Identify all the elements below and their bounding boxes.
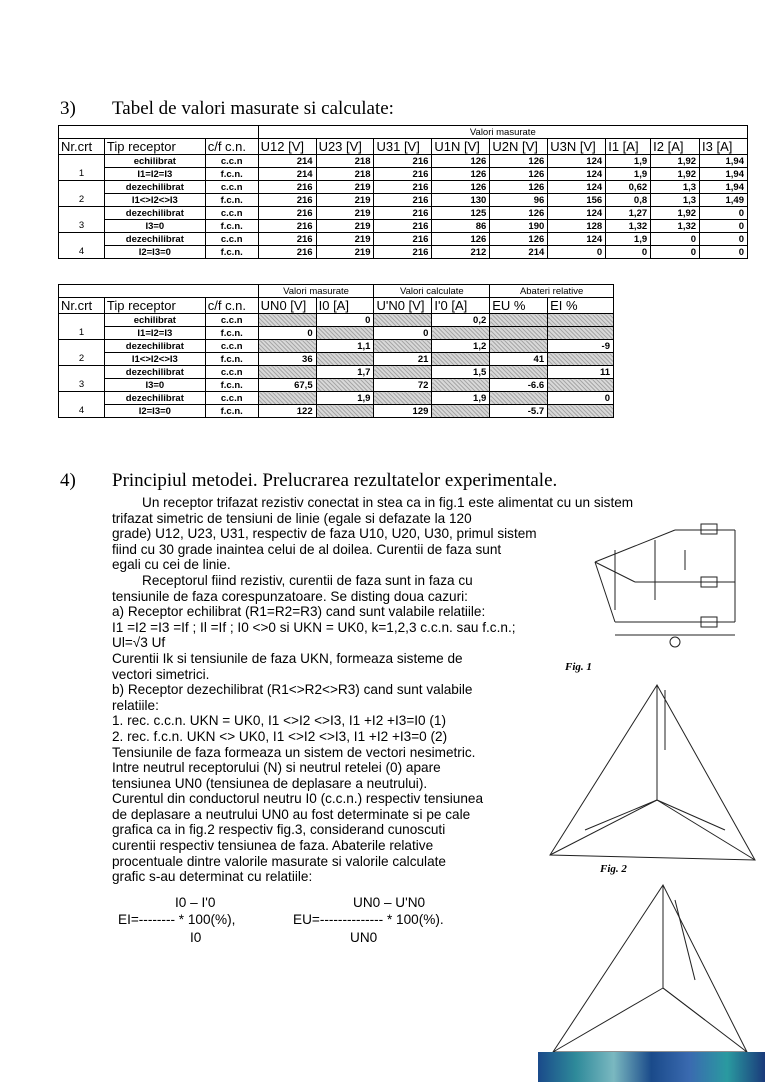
row-number: 3 bbox=[59, 220, 105, 233]
row-number: 2 bbox=[59, 353, 105, 366]
receptor-type: echilibrat bbox=[104, 155, 205, 168]
fig3-phasor-diagram bbox=[545, 880, 755, 1060]
neutral-conductor: f.c.n. bbox=[205, 246, 258, 259]
value-cell: -6.6 bbox=[490, 379, 548, 392]
col-header: I2 [A] bbox=[651, 139, 700, 155]
value-cell: 1,1 bbox=[316, 340, 374, 353]
receptor-type: I3=0 bbox=[104, 379, 205, 392]
value-cell: 1,9 bbox=[606, 233, 651, 246]
value-cell bbox=[548, 327, 614, 340]
value-cell: 216 bbox=[374, 220, 432, 233]
value-cell: 1,92 bbox=[651, 207, 700, 220]
value-cell bbox=[490, 340, 548, 353]
value-cell: 126 bbox=[490, 207, 548, 220]
value-cell: 219 bbox=[316, 194, 374, 207]
col-header: I1 [A] bbox=[606, 139, 651, 155]
neutral-conductor: f.c.n. bbox=[205, 168, 258, 181]
value-cell: 124 bbox=[548, 207, 606, 220]
scan-artifact-strip bbox=[538, 1052, 765, 1082]
value-cell: 124 bbox=[548, 155, 606, 168]
table-row bbox=[59, 168, 748, 181]
value-cell bbox=[548, 405, 614, 418]
value-cell bbox=[258, 392, 316, 405]
value-cell: 0 bbox=[606, 246, 651, 259]
value-cell: 216 bbox=[374, 233, 432, 246]
col-header: Tip receptor bbox=[104, 139, 205, 155]
table1-corner bbox=[59, 126, 259, 139]
value-cell: 219 bbox=[316, 233, 374, 246]
text-line: Tensiunile de faza formeaza un sistem de vectori nesimetric. bbox=[112, 744, 476, 760]
value-cell: 1,9 bbox=[432, 392, 490, 405]
row-number bbox=[59, 392, 105, 405]
value-cell: 0,62 bbox=[606, 181, 651, 194]
value-cell: 126 bbox=[490, 155, 548, 168]
value-cell bbox=[490, 327, 548, 340]
ei-formula: EI=-------- * 100(%), bbox=[118, 912, 236, 927]
table-row bbox=[59, 233, 748, 246]
value-cell: 212 bbox=[432, 246, 490, 259]
value-cell: 216 bbox=[374, 207, 432, 220]
value-cell: 216 bbox=[258, 207, 316, 220]
value-cell: 96 bbox=[490, 194, 548, 207]
table-row bbox=[59, 366, 614, 379]
value-cell bbox=[432, 353, 490, 366]
value-cell: 216 bbox=[258, 246, 316, 259]
receptor-type: echilibrat bbox=[104, 314, 205, 327]
value-cell: 214 bbox=[258, 155, 316, 168]
neutral-conductor: f.c.n. bbox=[205, 194, 258, 207]
value-cell: -5.7 bbox=[490, 405, 548, 418]
value-cell bbox=[490, 392, 548, 405]
col-header: I'0 [A] bbox=[432, 298, 490, 314]
row-number bbox=[59, 366, 105, 379]
value-cell bbox=[316, 327, 374, 340]
receptor-type: I1<>I2<>I3 bbox=[104, 194, 205, 207]
value-cell bbox=[374, 366, 432, 379]
text-line: Ul=√3 Uf bbox=[112, 635, 166, 651]
value-cell bbox=[258, 314, 316, 327]
value-cell: 0 bbox=[700, 246, 748, 259]
row-number: 3 bbox=[59, 379, 105, 392]
receptor-type: dezechilibrat bbox=[104, 366, 205, 379]
col-header: EI % bbox=[548, 298, 614, 314]
value-cell: 1,27 bbox=[606, 207, 651, 220]
value-cell: 1,9 bbox=[606, 168, 651, 181]
value-cell bbox=[490, 366, 548, 379]
value-cell: 1,9 bbox=[606, 155, 651, 168]
col-header: U'N0 [V] bbox=[374, 298, 432, 314]
receptor-type: I3=0 bbox=[104, 220, 205, 233]
value-cell: 1,3 bbox=[651, 194, 700, 207]
value-cell: 126 bbox=[432, 168, 490, 181]
value-cell bbox=[374, 340, 432, 353]
value-cell bbox=[258, 340, 316, 353]
neutral-conductor: c.c.n bbox=[205, 181, 258, 194]
text-line: vectori simetrici. bbox=[112, 666, 210, 682]
value-cell: 0 bbox=[700, 207, 748, 220]
col-header: c/f c.n. bbox=[205, 298, 258, 314]
table2-corner bbox=[59, 285, 259, 298]
value-cell: 126 bbox=[432, 155, 490, 168]
value-cell: 126 bbox=[432, 233, 490, 246]
value-cell: 1,94 bbox=[700, 181, 748, 194]
value-cell: 0 bbox=[374, 327, 432, 340]
value-cell bbox=[548, 353, 614, 366]
value-cell: 126 bbox=[490, 233, 548, 246]
text-line: a) Receptor echilibrat (R1=R2=R3) cand sunt valabile relatiile: bbox=[112, 604, 486, 620]
text-line: b) Receptor dezechilibrat (R1<>R2<>R3) cand sunt valabile bbox=[112, 682, 473, 698]
neutral-conductor: f.c.n. bbox=[205, 405, 258, 418]
value-cell: 216 bbox=[374, 155, 432, 168]
text-line: Un receptor trifazat rezistiv conectat in stea ca in fig.1 este alimentat cu un sistem bbox=[142, 495, 634, 510]
measured-values-table bbox=[58, 125, 748, 259]
value-cell bbox=[316, 379, 374, 392]
value-cell: 0 bbox=[548, 246, 606, 259]
table-row bbox=[59, 353, 614, 366]
eu-formula: EU=-------------- * 100(%). bbox=[293, 912, 444, 927]
row-number: 4 bbox=[59, 405, 105, 418]
receptor-type: I2=I3=0 bbox=[104, 405, 205, 418]
row-number bbox=[59, 155, 105, 168]
table-row bbox=[59, 181, 748, 194]
fig2-phasor-diagram bbox=[545, 680, 760, 875]
value-cell: 0 bbox=[700, 220, 748, 233]
row-number: 4 bbox=[59, 246, 105, 259]
value-cell: 0 bbox=[258, 327, 316, 340]
text-line: trifazat simetric de tensiuni de linie (egale si defazate la 120 bbox=[112, 510, 472, 526]
neutral-conductor: c.c.n bbox=[205, 340, 258, 353]
value-cell bbox=[258, 366, 316, 379]
receptor-type: I2=I3=0 bbox=[104, 246, 205, 259]
col-header: U2N [V] bbox=[490, 139, 548, 155]
col-header: U31 [V] bbox=[374, 139, 432, 155]
section-3-title bbox=[60, 98, 394, 120]
value-cell: 0 bbox=[316, 314, 374, 327]
value-cell: 216 bbox=[374, 246, 432, 259]
value-cell: 36 bbox=[258, 353, 316, 366]
text-line: tensiunile de faza corespunzatoare. Se disting doua cazuri: bbox=[112, 588, 468, 604]
value-cell: 72 bbox=[374, 379, 432, 392]
col-header: UN0 [V] bbox=[258, 298, 316, 314]
value-cell bbox=[374, 314, 432, 327]
value-cell: 124 bbox=[548, 233, 606, 246]
value-cell: 130 bbox=[432, 194, 490, 207]
col-header: c/f c.n. bbox=[205, 139, 258, 155]
text-line: 2. rec. f.c.n. UKN <> UK0, I1 <>I2 <>I3, I1 +I2 +I3=0 (2) bbox=[112, 728, 448, 744]
col-header: Tip receptor bbox=[104, 298, 205, 314]
receptor-type: dezechilibrat bbox=[104, 233, 205, 246]
value-cell: 216 bbox=[258, 181, 316, 194]
receptor-type: dezechilibrat bbox=[104, 340, 205, 353]
value-cell bbox=[316, 353, 374, 366]
value-cell: 216 bbox=[374, 194, 432, 207]
row-number bbox=[59, 207, 105, 220]
value-cell: 0,2 bbox=[432, 314, 490, 327]
value-cell: 21 bbox=[374, 353, 432, 366]
neutral-conductor: f.c.n. bbox=[205, 327, 258, 340]
text-line: I1 =I2 =I3 =If ; Il =If ; I0 <>0 si UKN = UK0, k=1,2,3 c.c.n. sau f.c.n.; bbox=[112, 619, 516, 635]
col-header: U1N [V] bbox=[432, 139, 490, 155]
text-line: tensiunea UN0 (tensiunea de deplasare a neutrului). bbox=[112, 775, 428, 791]
value-cell: 1,2 bbox=[432, 340, 490, 353]
value-cell: 190 bbox=[490, 220, 548, 233]
calculated-values-table bbox=[58, 284, 614, 418]
value-cell: 214 bbox=[258, 168, 316, 181]
value-cell: 129 bbox=[374, 405, 432, 418]
row-number bbox=[59, 233, 105, 246]
value-cell: 1,3 bbox=[651, 181, 700, 194]
value-cell: 1,5 bbox=[432, 366, 490, 379]
value-cell: 0 bbox=[651, 246, 700, 259]
ei-denominator: I0 bbox=[190, 930, 202, 945]
fig2-caption: Fig. 2 bbox=[600, 863, 627, 875]
table-row bbox=[59, 220, 748, 233]
table-row bbox=[59, 340, 614, 353]
col-header: I0 [A] bbox=[316, 298, 374, 314]
text-line: procentuale dintre valorile masurate si valorile calculate bbox=[112, 853, 446, 869]
neutral-conductor: f.c.n. bbox=[205, 220, 258, 233]
value-cell: 126 bbox=[490, 168, 548, 181]
receptor-type: dezechilibrat bbox=[104, 207, 205, 220]
value-cell: 122 bbox=[258, 405, 316, 418]
value-cell: 1,32 bbox=[651, 220, 700, 233]
table-row bbox=[59, 194, 748, 207]
text-line: Receptorul fiind rezistiv, curentii de faza sunt in faza cu bbox=[142, 572, 473, 588]
value-cell: 219 bbox=[316, 181, 374, 194]
eu-numerator: UN0 – U'N0 bbox=[353, 895, 426, 910]
value-cell bbox=[374, 392, 432, 405]
row-number: 1 bbox=[59, 168, 105, 181]
neutral-conductor: c.c.n bbox=[205, 233, 258, 246]
value-cell: 1,49 bbox=[700, 194, 748, 207]
row-number: 2 bbox=[59, 194, 105, 207]
text-line: grade) U12, U23, U31, respectiv de faza U10, U20, U30, primul sistem bbox=[112, 526, 537, 542]
value-cell bbox=[432, 405, 490, 418]
receptor-type: dezechilibrat bbox=[104, 392, 205, 405]
table-row bbox=[59, 207, 748, 220]
text-line: egali cu cei de linie. bbox=[112, 557, 231, 573]
value-cell: -9 bbox=[548, 340, 614, 353]
neutral-conductor: c.c.n bbox=[205, 392, 258, 405]
receptor-type: I1<>I2<>I3 bbox=[104, 353, 205, 366]
value-cell bbox=[432, 379, 490, 392]
text-line: de deplasare a neutrului UN0 au fost determinate si pe cale bbox=[112, 806, 471, 822]
text-line: curentii respectiv tensiunea de faza. Abaterile relative bbox=[112, 838, 434, 854]
table1-header-row bbox=[59, 139, 748, 155]
table2-group-header: Valori calculate bbox=[374, 285, 490, 298]
value-cell: 1,94 bbox=[700, 168, 748, 181]
value-cell: 41 bbox=[490, 353, 548, 366]
value-cell: 218 bbox=[316, 155, 374, 168]
section-3-heading: Tabel de valori masurate si calculate: bbox=[112, 98, 394, 119]
table-row bbox=[59, 314, 614, 327]
neutral-conductor: c.c.n bbox=[205, 366, 258, 379]
col-header: Nr.crt bbox=[59, 139, 105, 155]
value-cell: 216 bbox=[258, 233, 316, 246]
text-line: 1. rec. c.c.n. UKN = UK0, I1 <>I2 <>I3, I1 +I2 +I3=I0 (1) bbox=[112, 713, 446, 729]
table-row bbox=[59, 405, 614, 418]
value-cell: 219 bbox=[316, 246, 374, 259]
value-cell: 1,32 bbox=[606, 220, 651, 233]
fig1-circuit-diagram bbox=[555, 510, 745, 675]
table-row bbox=[59, 327, 614, 340]
value-cell: 218 bbox=[316, 168, 374, 181]
value-cell: 1,7 bbox=[316, 366, 374, 379]
section-4-title bbox=[60, 470, 557, 492]
text-line: grafica ca in fig.2 respectiv fig.3, considerand cunoscuti bbox=[112, 822, 446, 838]
value-cell: 128 bbox=[548, 220, 606, 233]
value-cell bbox=[548, 314, 614, 327]
table-row bbox=[59, 392, 614, 405]
text-line: Curentii Ik si tensiunile de faza UKN, formeaza sisteme de bbox=[112, 650, 463, 666]
value-cell: 1,9 bbox=[316, 392, 374, 405]
fig1-caption: Fig. 1 bbox=[565, 661, 592, 673]
text-line: Intre neutrul receptorului (N) si neutrul retelei (0) apare bbox=[112, 760, 441, 776]
value-cell: 219 bbox=[316, 207, 374, 220]
value-cell: 214 bbox=[490, 246, 548, 259]
value-cell: 219 bbox=[316, 220, 374, 233]
text-line: grafic s-au determinat cu relatiile: bbox=[112, 869, 313, 885]
text-line: relatiile: bbox=[112, 697, 159, 713]
text-line: fiind cu 30 grade inaintea celui de al doilea. Curentii de faza sunt bbox=[112, 541, 502, 557]
table2-header-row bbox=[59, 298, 614, 314]
section-3-number: 3) bbox=[60, 98, 76, 119]
neutral-conductor: f.c.n. bbox=[205, 379, 258, 392]
table2-group-header: Abateri relative bbox=[490, 285, 614, 298]
value-cell: 216 bbox=[374, 181, 432, 194]
value-cell: 216 bbox=[258, 220, 316, 233]
row-number bbox=[59, 340, 105, 353]
value-cell: 216 bbox=[258, 194, 316, 207]
value-cell: 1,92 bbox=[651, 155, 700, 168]
value-cell: 1,94 bbox=[700, 155, 748, 168]
value-cell: 11 bbox=[548, 366, 614, 379]
value-cell bbox=[490, 314, 548, 327]
row-number: 1 bbox=[59, 327, 105, 340]
col-header: U12 [V] bbox=[258, 139, 316, 155]
neutral-conductor: c.c.n bbox=[205, 155, 258, 168]
value-cell: 1,92 bbox=[651, 168, 700, 181]
value-cell bbox=[316, 405, 374, 418]
receptor-type: I1=I2=I3 bbox=[104, 168, 205, 181]
value-cell: 216 bbox=[374, 168, 432, 181]
neutral-conductor: c.c.n bbox=[205, 314, 258, 327]
row-number bbox=[59, 181, 105, 194]
neutral-conductor: c.c.n bbox=[205, 207, 258, 220]
receptor-type: dezechilibrat bbox=[104, 181, 205, 194]
value-cell: 0 bbox=[700, 233, 748, 246]
section-4-heading: Principiul metodei. Prelucrarea rezultatelor experimentale. bbox=[112, 470, 558, 491]
value-cell bbox=[432, 327, 490, 340]
value-cell: 125 bbox=[432, 207, 490, 220]
eu-denominator: UN0 bbox=[350, 930, 378, 945]
value-cell: 0 bbox=[548, 392, 614, 405]
table1-group-header: Valori masurate bbox=[258, 126, 747, 139]
col-header: U23 [V] bbox=[316, 139, 374, 155]
row-number bbox=[59, 314, 105, 327]
value-cell: 124 bbox=[548, 168, 606, 181]
value-cell: 156 bbox=[548, 194, 606, 207]
table-row bbox=[59, 246, 748, 259]
col-header: U3N [V] bbox=[548, 139, 606, 155]
value-cell: 126 bbox=[490, 181, 548, 194]
receptor-type: I1=I2=I3 bbox=[104, 327, 205, 340]
value-cell: 124 bbox=[548, 181, 606, 194]
table-row bbox=[59, 379, 614, 392]
value-cell: 67,5 bbox=[258, 379, 316, 392]
col-header: EU % bbox=[490, 298, 548, 314]
table2-group-header: Valori masurate bbox=[258, 285, 374, 298]
neutral-conductor: f.c.n. bbox=[205, 353, 258, 366]
col-header: Nr.crt bbox=[59, 298, 105, 314]
table-row bbox=[59, 155, 748, 168]
ei-numerator: I0 – I'0 bbox=[175, 895, 216, 910]
value-cell: 86 bbox=[432, 220, 490, 233]
text-line: Curentul din conductorul neutru I0 (c.c.n.) respectiv tensiunea bbox=[112, 791, 484, 807]
value-cell: 126 bbox=[432, 181, 490, 194]
col-header: I3 [A] bbox=[700, 139, 748, 155]
value-cell: 0 bbox=[651, 233, 700, 246]
value-cell: 0,8 bbox=[606, 194, 651, 207]
value-cell bbox=[548, 379, 614, 392]
section-4-number: 4) bbox=[60, 470, 76, 491]
